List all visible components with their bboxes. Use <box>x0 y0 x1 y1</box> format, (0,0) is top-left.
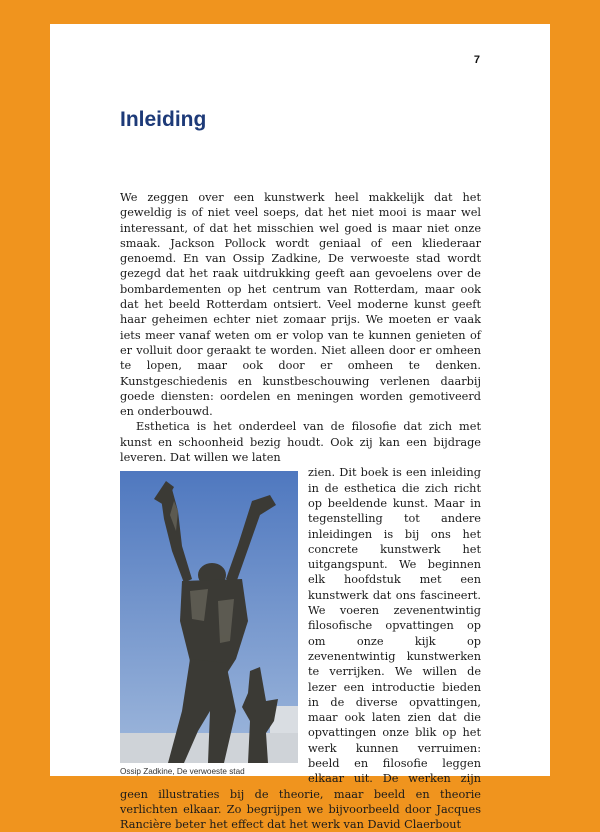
chapter-heading: Inleiding <box>120 108 207 131</box>
paragraph-2-column: zien. Dit boek is een inleiding in de esthetica die zich richt op beeldende kunst. Maar in tegenstelling tot andere inleidingen is bij ons het concrete kunstwerk het uitgangspunt. We beginnen elk hoofdstuk met een kunstwerk dat ons fascineert. We voeren zevenentwintig filosofische opvattingen op om onze kijk op zevenentwintig kunstwerken te verrijken. We willen de lezer een introductie bieden in de diverse opvattingen, maar ook laten zien dat die opvattingen onze blik op het werk kunnen verruimen: beeld en filosofie leggen elkaar uit. De werken zijn geen illustraties bij de theorie, maar beeld en theorie verlichten elkaar. Zo begrijpen we bijvoorbeeld door Jacques Rancière beter het effect dat het werk van David Claerbout <box>120 466 481 832</box>
sculpture-photo <box>120 471 298 763</box>
sculpture-figure <box>120 471 298 777</box>
book-page <box>50 24 550 832</box>
paragraph-1: We zeggen over een kunstwerk heel makkelijk dat het geweldig is of niet veel soeps, dat het niet mooi is maar wel interessant, of dat het misschien wel goed is maar niet onze smaak. Jackson Pollock wordt geniaal of een kliederaar genoemd. En van Ossip Zadkine, De verwoeste stad wordt gezegd dat het raak uitdrukking geeft aan gevoelens over de bombardementen op het centrum van Rotterdam, maar ook dat het beeld Rotterdam ontsiert. Veel moderne kunst geeft haar geheimen echter niet zomaar prijs. We moeten er vaak iets meer vanaf weten om er volop van te kunnen genieten of er volluit door geraakt te worden. Niet alleen door er omheen te lopen, maar ook door er omheen te denken. Kunstgeschiedenis en kunstbeschouwing verlenen daarbij goede diensten: oordelen en meningen worden gemotiveerd en onderbouwd. <box>120 191 481 419</box>
figure-caption: Ossip Zadkine, De verwoeste stad <box>120 767 245 777</box>
body-text <box>120 190 481 832</box>
page-number: 7 <box>473 54 480 66</box>
paragraph-2-intro: Esthetica is het onderdeel van de filosofie dat zich met kunst en schoonheid bezig houdt. Ook zij kan een bijdrage leveren. Dat willen we laten <box>120 420 481 465</box>
